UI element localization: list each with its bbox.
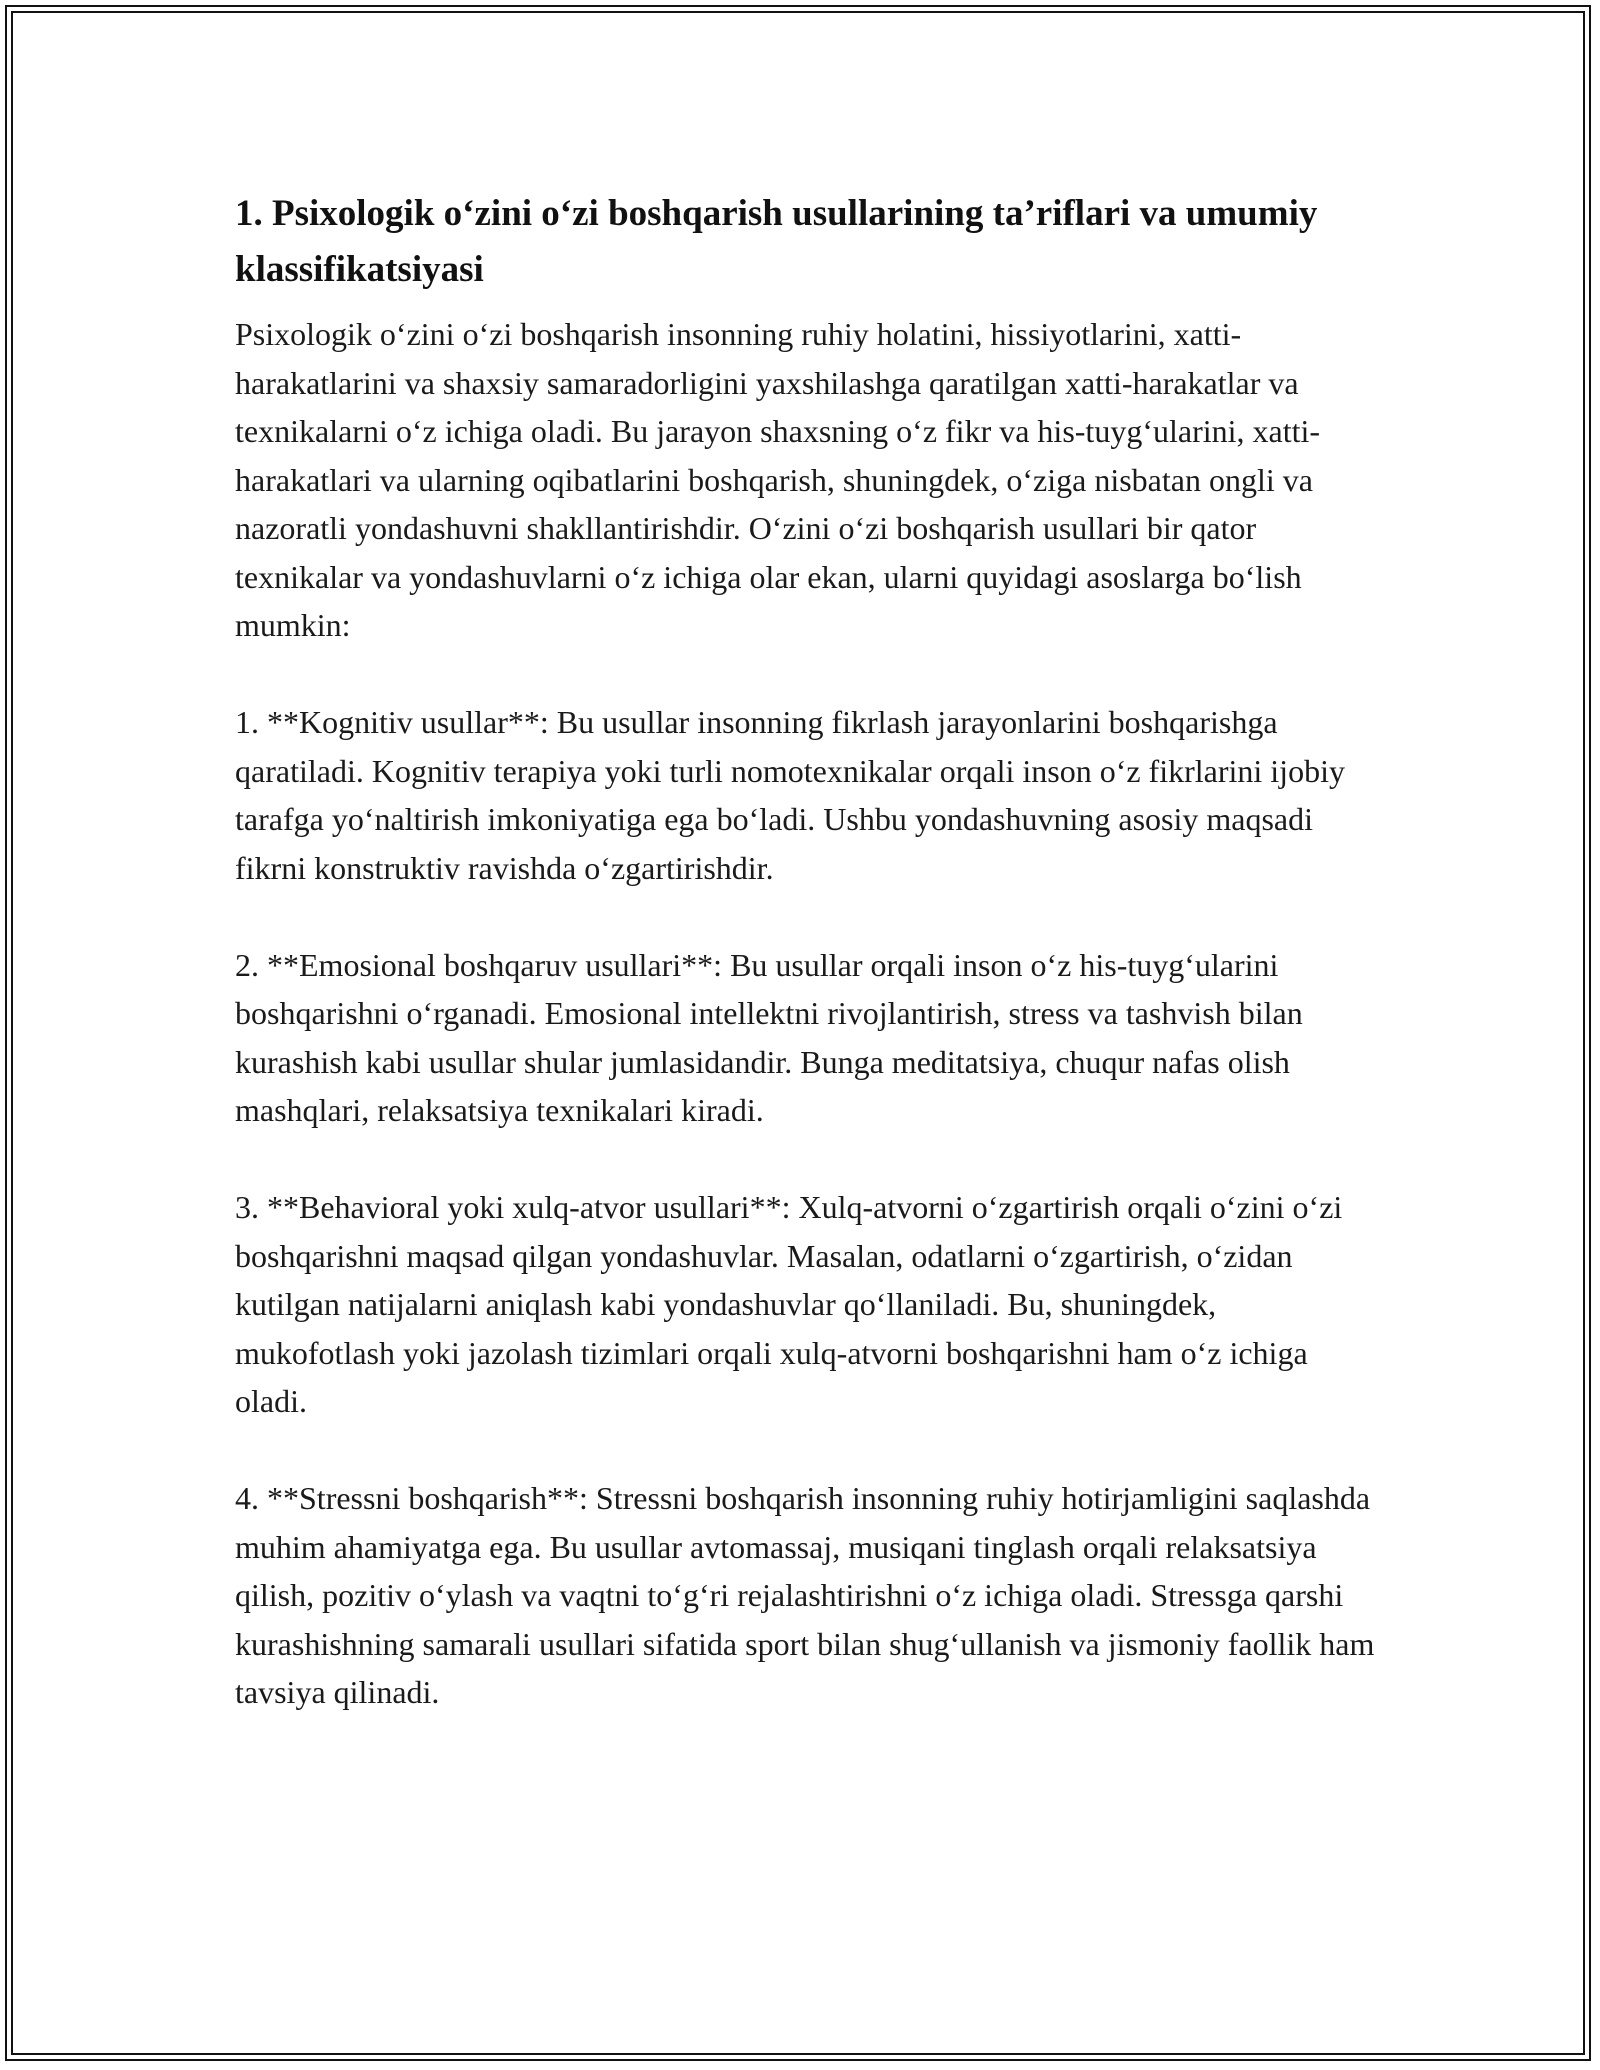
paragraph-emotional-methods: 2. **Emosional boshqaruv usullari**: Bu usullar orqali inson o‘z his-tuyg‘ularini boshqarishni o‘rganadi. Emosional intellektni rivojlantirish, stress va tashvish bilan kurashish kabi usullar shular jumlasidandir. Bunga meditatsiya, chuqur nafas olish mashqlari, relaksatsiya texnikalari kiradi. (235, 946, 1303, 1128)
document-title: 1. Psixologik o‘zini o‘zi boshqarish usullarining ta’riflari va umumiy klassifikatsiyasi (235, 193, 1318, 290)
intro-paragraph: Psixologik o‘zini o‘zi boshqarish insonning ruhiy holatini, hissiyotlarini, xatti-harakatlarini va shaxsiy samaradorligini yaxshilashga qaratilgan xatti-harakatlar va texnikalarni o‘z ichiga oladi. Bu jarayon shaxsning o‘z fikr va his-tuyg‘ularini, xatti-harakatlari va ularning oqibatlarini boshqarish, shuningdek, o‘ziga nisbatan ongli va nazoratli yondashuvni shakllantirishdir. O‘zini o‘zi boshqarish usullari bir qator texnikalar va yondashuvlarni o‘z ichiga olar ekan, ularni quyidagi asoslarga bo‘lish mumkin: (235, 316, 1321, 643)
paragraph-stress-management: 4. **Stressni boshqarish**: Stressni boshqarish insonning ruhiy hotirjamligini saqlashda muhim ahamiyatga ega. Bu usullar avtomassaj, musiqani tinglash orqali relaksatsiya qilish, pozitiv o‘ylash va vaqtni to‘g‘ri rejalashtirishni o‘z ichiga oladi. Stressga qarshi kurashishning samarali usullari sifatida sport bilan shug‘ullanish va jismoniy faollik ham tavsiya qilinadi. (235, 1480, 1375, 1710)
paragraph-cognitive-methods: 1. **Kognitiv usullar**: Bu usullar insonning fikrlash jarayonlarini boshqarishga qaratiladi. Kognitiv terapiya yoki turli nomotexnikalar orqali inson o‘z fikrlarini ijobiy tarafga yo‘naltirish imkoniyatiga ega bo‘ladi. Ushbu yondashuvning asosiy maqsadi fikrni konstruktiv ravishda o‘zgartirishdir. (235, 704, 1345, 886)
paragraph-behavioral-methods: 3. **Behavioral yoki xulq-atvor usullari**: Xulq-atvorni o‘zgartirish orqali o‘zini o‘zi boshqarishni maqsad qilgan yondashuvlar. Masalan, odatlarni o‘zgartirish, o‘zidan kutilgan natijalarni aniqlash kabi yondashuvlar qo‘llaniladi. Bu, shuningdek, mukofotlash yoki jazolash tizimlari orqali xulq-atvorni boshqarishni ham o‘z ichiga oladi. (235, 1189, 1343, 1419)
document-body (235, 186, 1375, 1765)
